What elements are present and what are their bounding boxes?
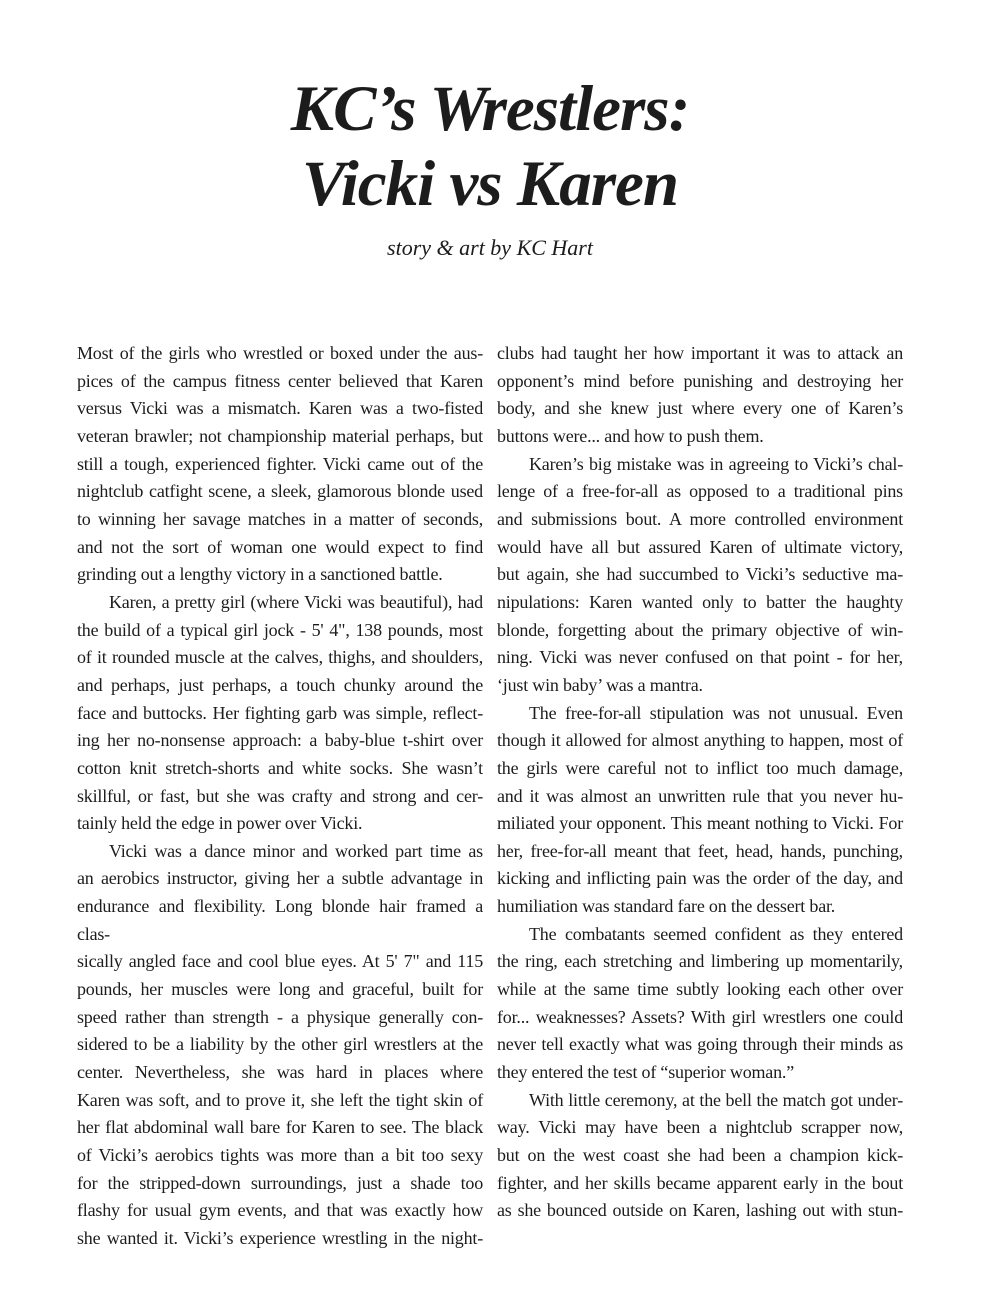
text-line: to winning her savage matches in a matter of seconds, — [77, 508, 483, 529]
text-line: nightclub catfight scene, a sleek, glamorous blonde used — [77, 481, 483, 502]
text-line: tainly held the edge in power over Vicki. — [77, 813, 363, 834]
title-line-1: KC’s Wrestlers: — [290, 73, 690, 145]
text-line: fighter, and her skills became apparent early in the bout — [497, 1172, 903, 1193]
title-block — [77, 72, 903, 262]
text-line: speed rather than strength - a physique generally con- — [77, 1006, 483, 1027]
text-line: clubs had taught her how important it was to attack an — [497, 343, 903, 363]
text-line: her flat abdominal wall bare for Karen to see. The black — [77, 1117, 483, 1138]
text-line: and perhaps, just perhaps, a touch chunky around the — [77, 674, 483, 695]
text-line: Karen’s big mistake was in agreeing to Vicki’s chal- — [529, 453, 903, 474]
text-line: but on the west coast she had been a champion kick- — [497, 1145, 903, 1166]
text-line: of it rounded muscle at the calves, thighs, and shoulders, — [77, 647, 483, 668]
text-line: kicking and inflicting pain was the order of the day, and — [497, 868, 903, 889]
text-line: as she bounced outside on Karen, lashing out with stun- — [497, 1200, 903, 1221]
text-line: flashy for usual gym events, and that was exactly how — [77, 1200, 483, 1221]
text-line: sically angled face and cool blue eyes. At 5' 7" and 115 — [77, 951, 483, 972]
text-line: With little ceremony, at the bell the match got under- — [529, 1089, 903, 1110]
text-line: Karen was soft, and to prove it, she left the tight skin of — [77, 1089, 483, 1110]
text-line: Most of the girls who wrestled or boxed under the aus- — [77, 343, 483, 363]
text-line: opponent’s mind before punishing and destroying her — [497, 370, 903, 391]
text-line: never tell exactly what was going through their minds as — [497, 1034, 903, 1055]
text-line: would have all but assured Karen of ultimate victory, — [497, 536, 903, 557]
text-line: versus Vicki was a mismatch. Karen was a two-fisted — [77, 398, 483, 419]
text-line: for the stripped-down surroundings, just a shade too — [77, 1172, 483, 1193]
text-line: miliated your opponent. This meant nothing to Vicki. For — [497, 813, 903, 834]
text-line: the ring, each stretching and limbering up momentarily, — [497, 951, 903, 972]
column-left — [77, 340, 483, 1253]
byline: story & art by KC Hart — [387, 235, 593, 260]
text-line: for... weaknesses? Assets? With girl wrestlers one could — [497, 1006, 903, 1027]
text-line: the build of a typical girl jock - 5' 4", 138 pounds, most — [77, 619, 483, 640]
text-line: of Vicki’s aerobics tights was more than a bit too sexy — [77, 1145, 483, 1166]
text-line: way. Vicki may have been a nightclub scrapper now, — [497, 1117, 903, 1138]
text-line: The combatants seemed confident as they entered — [529, 923, 903, 944]
text-line: humiliation was standard fare on the dessert bar. — [497, 896, 836, 917]
text-line: buttons were... and how to push them. — [497, 425, 764, 446]
text-line: Vicki was a dance minor and worked part time as — [109, 840, 483, 861]
text-line: ing her no-nonsense approach: a baby-blue t-shirt over — [77, 730, 483, 751]
text-line: nipulations: Karen wanted only to batter the haughty — [497, 591, 903, 612]
text-line: veteran brawler; not championship material perhaps, but — [77, 425, 483, 446]
text-line: The free-for-all stipulation was not unusual. Even — [529, 702, 903, 723]
text-line: and it was almost an unwritten rule that you never hu- — [497, 785, 903, 806]
text-line: and submissions bout. A more controlled environment — [497, 508, 903, 529]
text-line: an aerobics instructor, giving her a subtle advantage in — [77, 868, 483, 889]
text-line: pounds, her muscles were long and graceful, built for — [77, 979, 483, 1000]
text-line: Karen, a pretty girl (where Vicki was beautiful), had — [109, 591, 483, 612]
text-line: body, and she knew just where every one of Karen’s — [497, 398, 903, 419]
text-line: grinding out a lengthy victory in a sanctioned battle. — [77, 564, 443, 585]
text-line: she wanted it. Vicki’s experience wrestling in the night- — [77, 1228, 483, 1248]
text-line: ‘just win baby’ was a mantra. — [497, 674, 703, 695]
article-body — [77, 340, 903, 1253]
text-line: ning. Vicki was never confused on that point - for her, — [497, 647, 903, 668]
text-line: skillful, or fast, but she was crafty and strong and cer- — [77, 785, 483, 806]
text-line: they entered the test of “superior woman.” — [497, 1062, 794, 1083]
text-line: her, free-for-all meant that feet, head, hands, punching, — [497, 840, 903, 861]
text-line: and not the sort of woman one would expect to find — [77, 536, 483, 557]
column-right — [497, 340, 903, 1253]
text-line: lenge of a free-for-all as opposed to a traditional pins — [497, 481, 903, 502]
text-line: but again, she had succumbed to Vicki’s seductive ma- — [497, 564, 903, 585]
text-line: endurance and flexibility. Long blonde hair framed a clas- — [77, 896, 483, 944]
text-line: face and buttocks. Her fighting garb was simple, reflect- — [77, 702, 483, 723]
title-line-2: Vicki vs Karen — [301, 148, 679, 220]
text-line: the girls were careful not to inflict too much damage, — [497, 757, 903, 778]
text-line: still a tough, experienced fighter. Vicki came out of the — [77, 453, 483, 474]
page-title — [77, 72, 903, 222]
text-line: pices of the campus fitness center believed that Karen — [77, 370, 483, 391]
text-line: while at the same time subtly looking each other over — [497, 979, 903, 1000]
text-line: cotton knit stretch-shorts and white socks. She wasn’t — [77, 757, 483, 778]
text-line: though it allowed for almost anything to happen, most of — [497, 730, 903, 751]
text-line: blonde, forgetting about the primary objective of win- — [497, 619, 903, 640]
text-line: sidered to be a liability by the other girl wrestlers at the — [77, 1034, 483, 1055]
text-line: center. Nevertheless, she was hard in places where — [77, 1062, 483, 1083]
